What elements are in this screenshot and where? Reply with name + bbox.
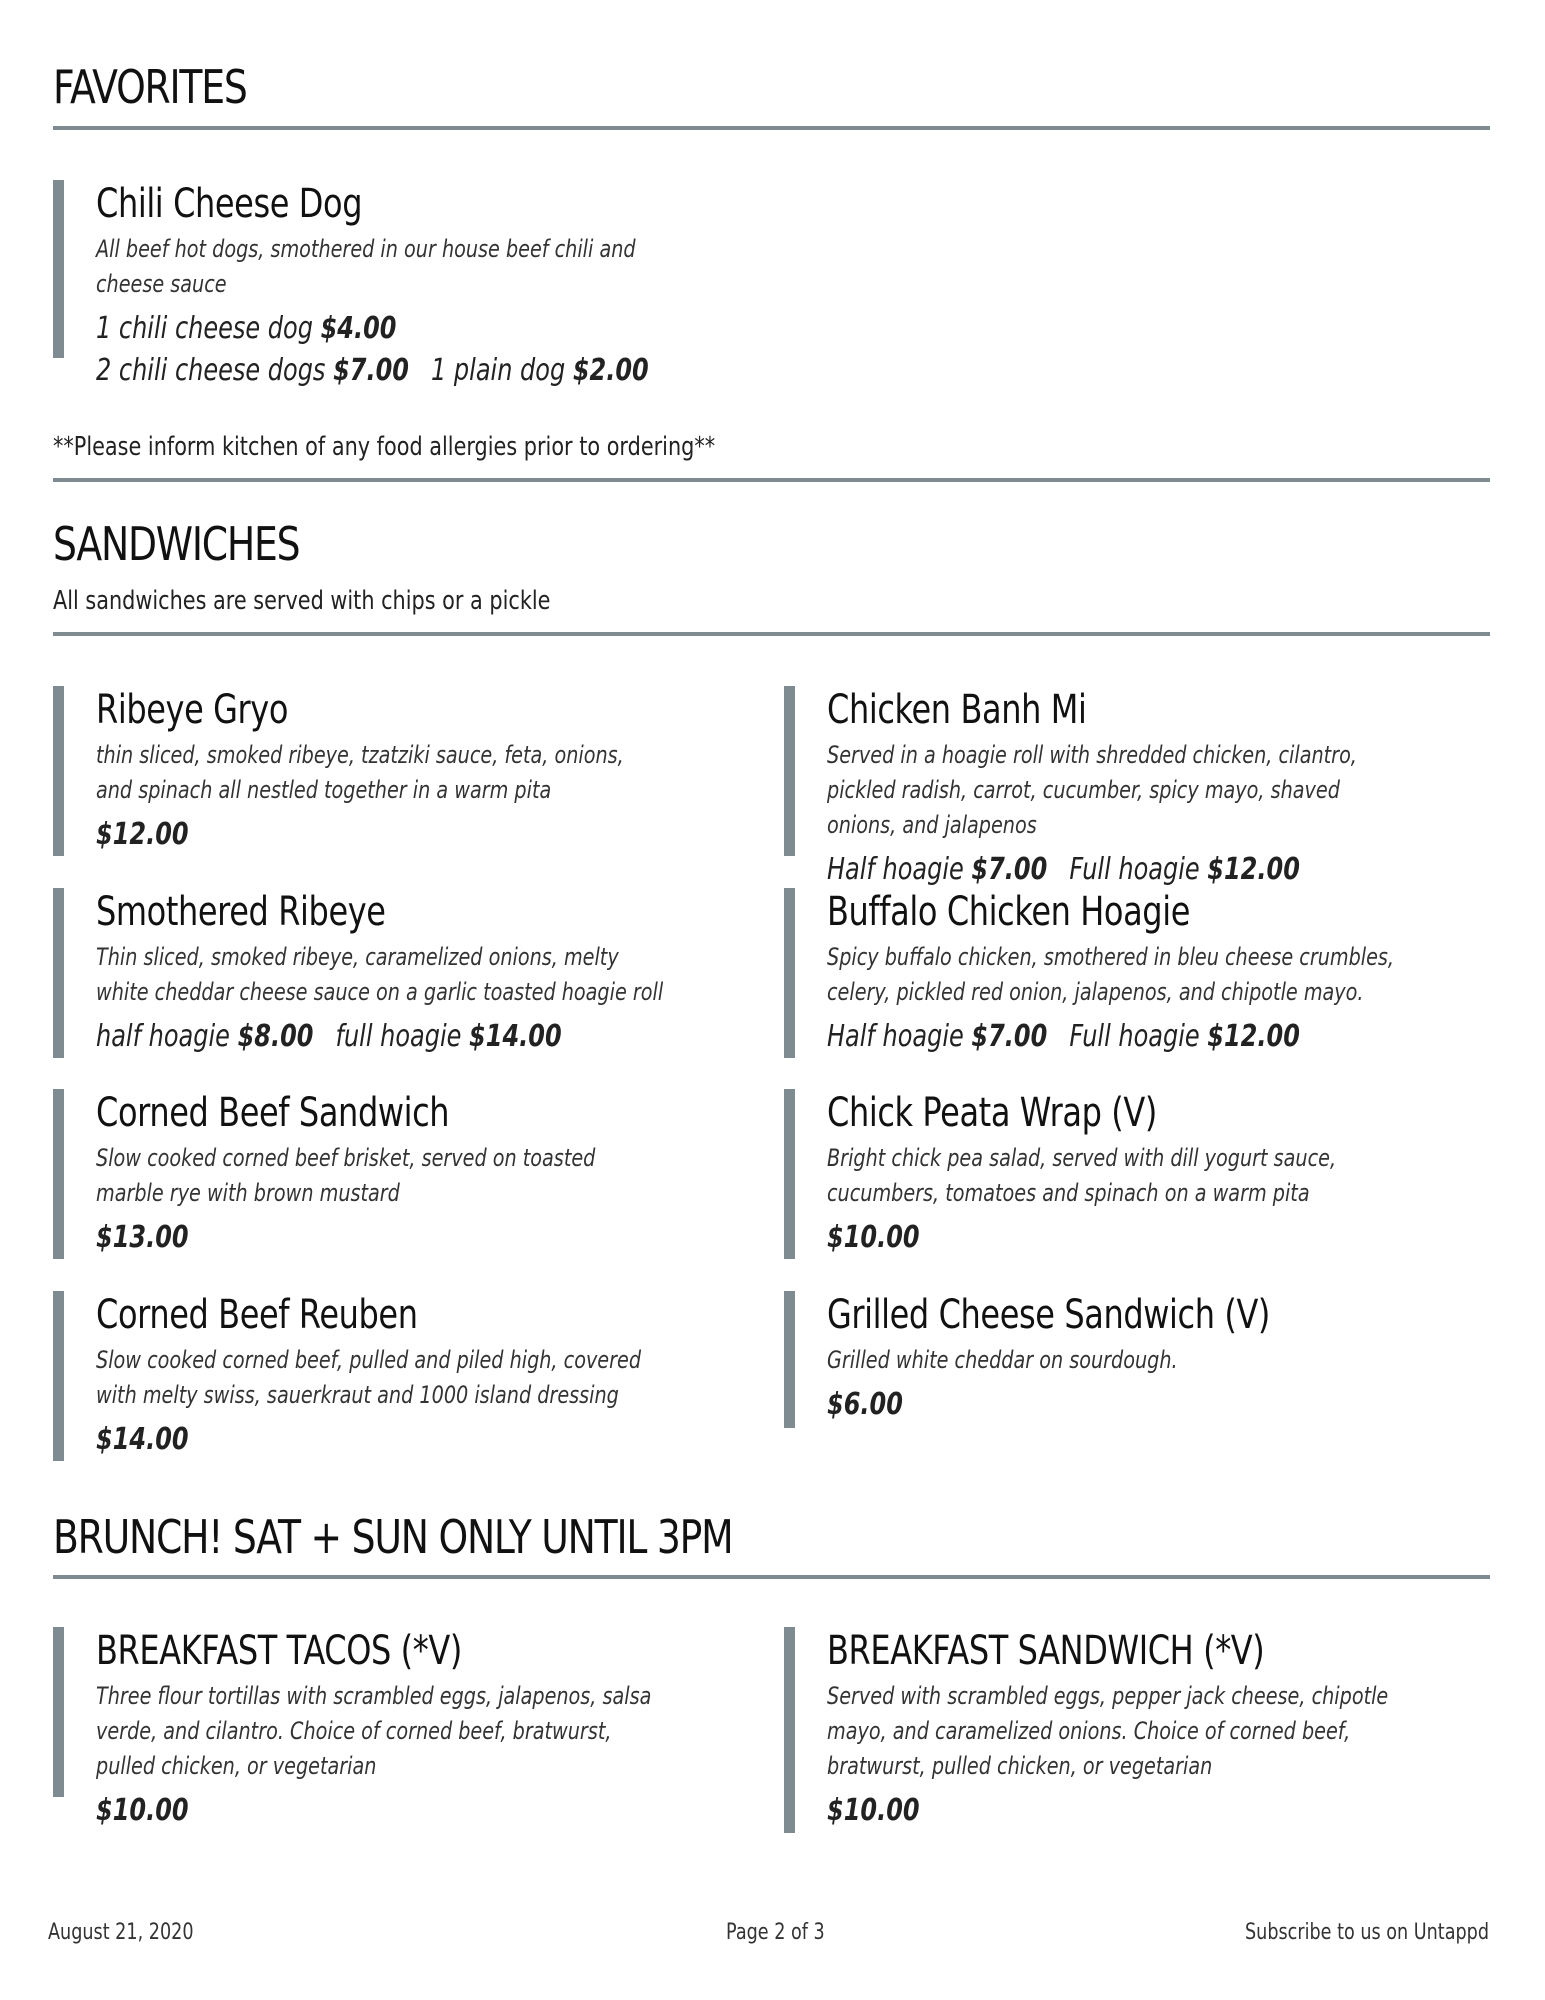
price-label: 1 chili cheese dog	[96, 311, 321, 346]
menu-item	[53, 1627, 753, 1828]
menu-item	[53, 1089, 753, 1259]
item-accent-bar	[784, 686, 795, 856]
sandwiches-divider	[53, 632, 1490, 636]
price-option	[96, 353, 409, 388]
price-amount: $10.00	[827, 1220, 920, 1255]
price-label: 2 chili cheese dogs	[96, 353, 334, 388]
item-accent-bar	[53, 180, 64, 358]
price-amount: $13.00	[96, 1220, 189, 1255]
item-description: Bright chick pea salad, served with dill yogurt sauce, cucumbers, tomatoes and spinach on a warm pita	[827, 1144, 1337, 1207]
price-amount: $7.00	[333, 353, 409, 388]
brunch-title: BRUNCH! SAT + SUN ONLY UNTIL 3PM	[53, 1510, 733, 1564]
price-option	[431, 353, 649, 388]
item-name: BREAKFAST SANDWICH (*V)	[827, 1628, 1265, 1674]
price-amount: $4.00	[320, 311, 397, 346]
item-name: Ribeye Gryo	[96, 687, 288, 733]
item-prices	[96, 1016, 664, 1058]
price-amount: $12.00	[1207, 852, 1300, 887]
footer-page-number: Page 2 of 3	[726, 1920, 825, 1945]
price-option	[336, 1019, 562, 1054]
sandwiches-subtitle: All sandwiches are served with chips or a pickle	[53, 586, 551, 616]
favorites-title: FAVORITES	[53, 60, 247, 114]
price-amount: $10.00	[96, 1793, 189, 1828]
menu-item	[53, 180, 753, 388]
item-description: Thin sliced, smoked ribeye, caramelized onions, melty white cheddar cheese sauce on a garlic toasted hoagie roll	[96, 943, 664, 1006]
item-prices	[827, 1217, 1395, 1259]
item-name: Chicken Banh Mi	[827, 687, 1087, 733]
price-amount: $12.00	[1207, 1019, 1300, 1054]
item-name: Smothered Ribeye	[96, 889, 386, 935]
item-prices	[96, 814, 664, 856]
item-name: Buffalo Chicken Hoagie	[827, 889, 1190, 935]
price-label: half hoagie	[96, 1019, 238, 1054]
price-option	[96, 1422, 189, 1457]
price-option	[827, 1019, 1047, 1054]
favorites-bottom-divider	[53, 478, 1490, 482]
price-option	[96, 1793, 189, 1828]
price-option	[96, 1220, 189, 1255]
footer-untappd-link[interactable]: Subscribe to us on Untappd	[1244, 1920, 1489, 1945]
item-description: Served in a hoagie roll with shredded chicken, cilantro, pickled radish, carrot, cucumber, spicy mayo, shaved onions, and jalapenos	[827, 741, 1357, 839]
item-name: Corned Beef Reuben	[96, 1292, 418, 1338]
item-name: Chick Peata Wrap (V)	[827, 1090, 1157, 1136]
item-accent-bar	[784, 1291, 795, 1428]
price-option	[827, 852, 1047, 887]
price-amount: $6.00	[827, 1387, 903, 1422]
price-option	[827, 1220, 920, 1255]
item-prices	[96, 1217, 664, 1259]
price-option	[827, 1793, 920, 1828]
item-prices	[96, 1419, 664, 1461]
price-amount: $8.00	[237, 1019, 314, 1054]
price-label: Half hoagie	[827, 1019, 972, 1054]
price-amount: $10.00	[827, 1793, 920, 1828]
item-name: Corned Beef Sandwich	[96, 1090, 450, 1136]
price-label: Half hoagie	[827, 852, 972, 887]
item-name: BREAKFAST TACOS (*V)	[96, 1628, 462, 1674]
item-accent-bar	[53, 686, 64, 856]
price-amount: $7.00	[971, 1019, 1048, 1054]
item-accent-bar	[784, 1089, 795, 1259]
price-label: full hoagie	[335, 1019, 470, 1054]
menu-item	[53, 686, 753, 856]
item-prices	[96, 1790, 664, 1832]
price-amount: $12.00	[96, 817, 189, 852]
price-amount: $7.00	[971, 852, 1048, 887]
item-description: Three flour tortillas with scrambled eggs, jalapenos, salsa verde, and cilantro. Choice of corned beef, bratwurst, pulled chicken, or vegetarian	[96, 1682, 652, 1780]
menu-item	[53, 1291, 753, 1461]
sandwiches-title: SANDWICHES	[53, 517, 300, 571]
item-accent-bar	[53, 1089, 64, 1259]
brunch-divider	[53, 1575, 1490, 1579]
item-prices	[827, 849, 1395, 891]
menu-item	[784, 1089, 1484, 1259]
item-description: All beef hot dogs, smothered in our house beef chili and cheese sauce	[96, 235, 636, 298]
item-accent-bar	[53, 1291, 64, 1461]
price-amount: $14.00	[96, 1422, 189, 1457]
item-description: Slow cooked corned beef brisket, served on toasted marble rye with brown mustard	[96, 1144, 596, 1207]
price-option	[1069, 852, 1300, 887]
item-accent-bar	[53, 1627, 64, 1797]
item-description: Grilled white cheddar on sourdough.	[827, 1346, 1178, 1374]
footer-date: August 21, 2020	[48, 1920, 194, 1945]
item-prices	[827, 1016, 1395, 1058]
price-amount: $2.00	[572, 353, 649, 388]
item-description: Slow cooked corned beef, pulled and piled high, covered with melty swiss, sauerkraut and 1000 island dressing	[96, 1346, 642, 1409]
price-label: Full hoagie	[1069, 852, 1208, 887]
allergy-note: **Please inform kitchen of any food allergies prior to ordering**	[53, 432, 716, 462]
item-accent-bar	[784, 1627, 795, 1833]
item-prices	[96, 308, 664, 392]
item-description: Spicy buffalo chicken, smothered in bleu cheese crumbles, celery, pickled red onion, jalapenos, and chipotle mayo.	[827, 943, 1395, 1006]
price-label: Full hoagie	[1069, 1019, 1208, 1054]
item-name: Chili Cheese Dog	[96, 181, 363, 227]
price-option	[1069, 1019, 1300, 1054]
item-prices	[827, 1790, 1395, 1832]
item-prices	[827, 1384, 1395, 1426]
price-option	[827, 1387, 903, 1422]
item-name: Grilled Cheese Sandwich (V)	[827, 1292, 1271, 1338]
item-description: thin sliced, smoked ribeye, tzatziki sauce, feta, onions, and spinach all nestled together in a warm pita	[96, 741, 624, 804]
price-amount: $14.00	[469, 1019, 562, 1054]
price-option	[96, 1019, 313, 1054]
price-label: 1 plain dog	[431, 353, 573, 388]
menu-item	[53, 888, 753, 1058]
menu-item	[784, 686, 1484, 887]
price-option	[96, 311, 396, 346]
menu-item	[784, 1627, 1484, 1833]
favorites-divider	[53, 126, 1490, 130]
menu-item	[784, 1291, 1484, 1428]
item-description: Served with scrambled eggs, pepper jack cheese, chipotle mayo, and caramelized onions. Choice of corned beef, bratwurst, pulled chicken, or vegetarian	[827, 1682, 1389, 1780]
menu-item	[784, 888, 1484, 1058]
item-accent-bar	[784, 888, 795, 1058]
item-accent-bar	[53, 888, 64, 1058]
price-option	[96, 817, 189, 852]
